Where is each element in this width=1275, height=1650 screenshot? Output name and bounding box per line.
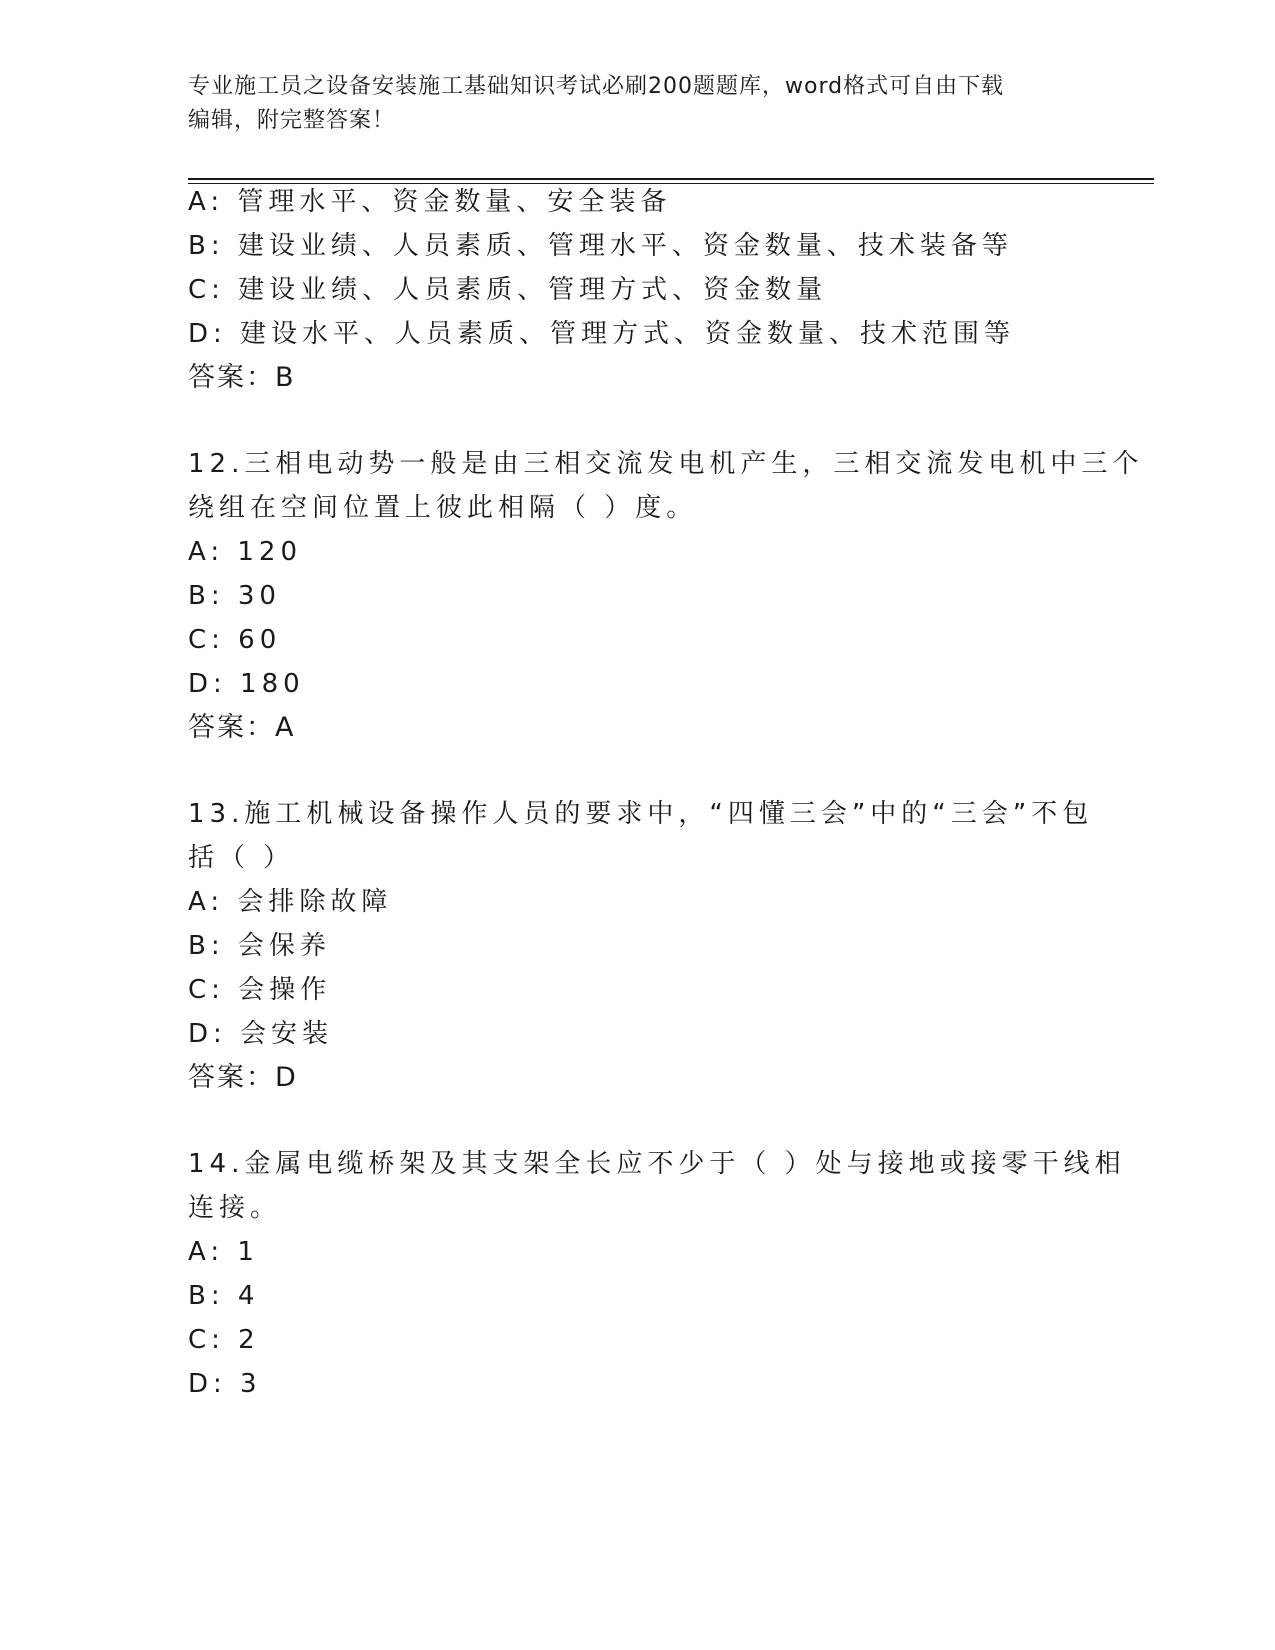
q11-option-a: A: 管理水平、资金数量、安全装备 <box>188 187 672 217</box>
header-title-line-1: 专业施工员之设备安装施工基础知识考试必刷200题题库，word格式可自由下载 <box>188 74 1005 99</box>
q12-answer: 答案：A <box>188 712 296 743</box>
q11-option-c: C: 建设业绩、人员素质、管理方式、资金数量 <box>188 275 828 305</box>
q12-option-b: B: 30 <box>188 581 281 611</box>
q11-option-b: B: 建设业绩、人员素质、管理水平、资金数量、技术装备等 <box>188 231 1013 261</box>
q13-option-b: B: 会保养 <box>188 931 331 961</box>
q12-option-d: D: 180 <box>188 669 305 699</box>
document-header <box>188 70 1068 138</box>
q12-stem-line-2: 绕组在空间位置上彼此相隔（ ）度。 <box>188 493 698 523</box>
q12-option-a: A: 120 <box>188 537 302 567</box>
header-title-line-2: 编辑，附完整答案！ <box>188 108 396 133</box>
q13-option-d: D: 会安装 <box>188 1019 334 1049</box>
q14-option-c: C: 2 <box>188 1325 260 1355</box>
q11-answer: 答案：B <box>188 362 296 393</box>
q12-option-c: C: 60 <box>188 625 282 655</box>
q13-stem-line-2: 括（ ） <box>188 843 295 873</box>
q12-stem-line-1: 12.三相电动势一般是由三相交流发电机产生，三相交流发电机中三个 <box>188 449 1144 479</box>
q11-option-d: D: 建设水平、人员素质、管理方式、资金数量、技术范围等 <box>188 319 1016 349</box>
q14-option-d: D: 3 <box>188 1369 262 1399</box>
header-divider-thick <box>188 178 1154 180</box>
q13-stem-line-1: 13.施工机械设备操作人员的要求中，“四懂三会”中的“三会”不包 <box>188 799 1094 829</box>
q14-option-a: A: 1 <box>188 1237 259 1267</box>
q14-stem-line-2: 连接。 <box>188 1193 282 1223</box>
q14-option-b: B: 4 <box>188 1281 260 1311</box>
q13-answer: 答案：D <box>188 1062 298 1093</box>
q14-stem-line-1: 14.金属电缆桥架及其支架全长应不少于（ ）处与接地或接零干线相 <box>188 1149 1126 1179</box>
q13-option-c: C: 会操作 <box>188 975 332 1005</box>
q13-option-a: A: 会排除故障 <box>188 887 393 917</box>
